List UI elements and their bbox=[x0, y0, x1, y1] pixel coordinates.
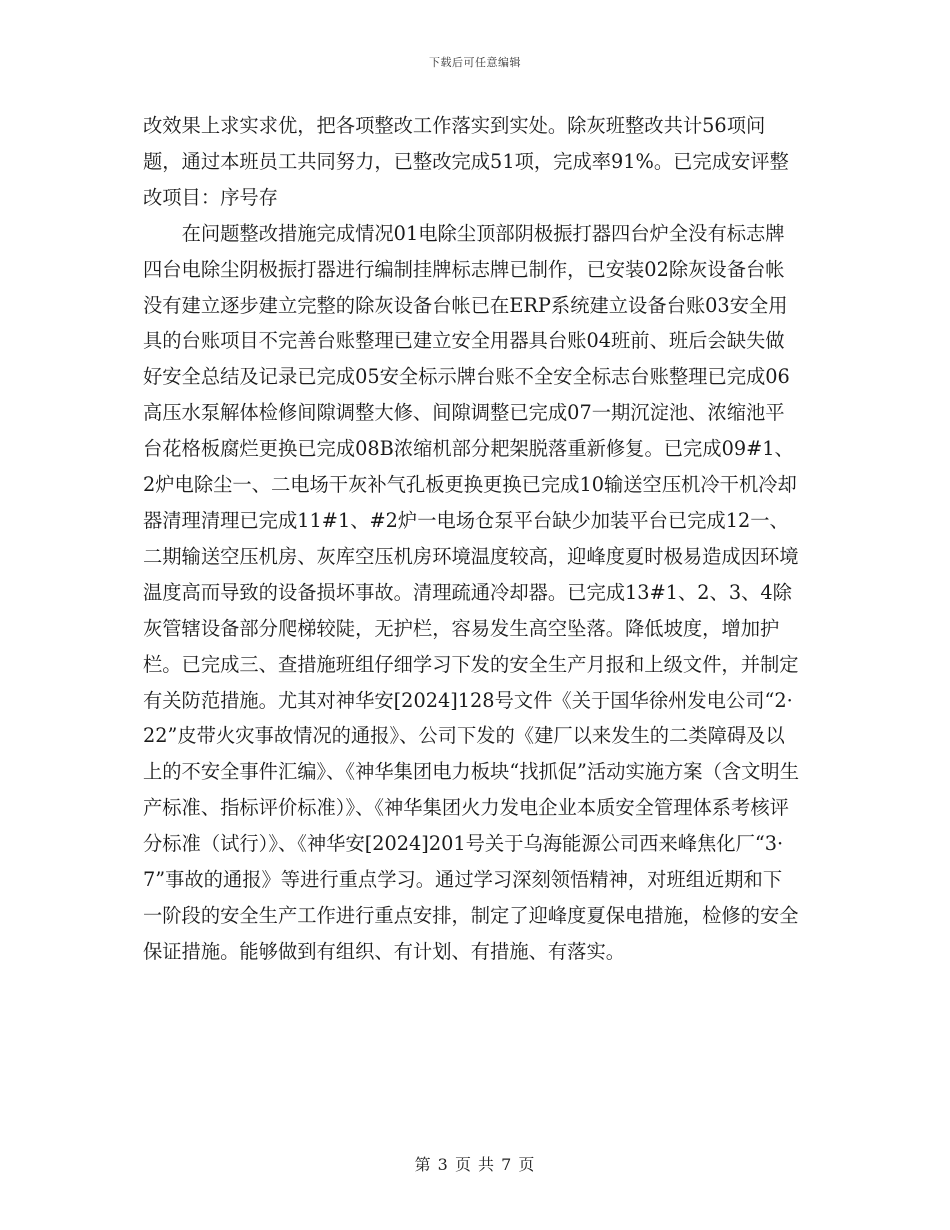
paragraph-1: 改效果上求实求优，把各项整改工作落实到实处。除灰班整改共计56项问题，通过本班员工共同努力，已整改完成51项，完成率91%。已完成安评整改项目：序号存 bbox=[143, 114, 789, 209]
header-note: 下载后可任意编辑 bbox=[429, 56, 521, 69]
page-number: 第 3 页 共 7 页 bbox=[414, 1155, 536, 1174]
paragraph-2: 在问题整改措施完成情况01电除尘顶部阴极振打器四台炉全没有标志牌四台电除尘阴极振打器进行编制挂牌标志牌已制作，已安装02除灰设备台帐没有建立逐步建立完整的除灰设备台帐已在ERP系统建立设备台账03安全用具的台账项目不完善台账整理已建立安全用器具台账04班前、班后会缺失做好安全总结及记录已完成05安全标示牌台账不全安全标志台账整理已完成06高压水泵解体检修间隙调整大修、间隙调整已完成07一期沉淀池、浓缩池平台花格板腐烂更换已完成08B浓缩机部分耙架脱落重新修复。已完成09#1、2炉电除尘一、二电场干灰补气孔板更换更换已完成10输送空压机冷干机冷却器清理清理已完成11#1、#2炉一电场仓泵平台缺少加装平台已完成12一、二期输送空压机房、灰库空压机房环境温度较高，迎峰度夏时极易造成因环境温度高而导致的设备损坏事故。清理疏通冷却器。已完成13#1、2、3、4除灰管辖设备部分爬梯较陡，无护栏，容易发生高空坠落。降低坡度，增加护栏。已完成三、查措施班组仔细学习下发的安全生产月报和上级文件，并制定有关防范措施。尤其对神华安[2024]128号文件《关于国华徐州发电公司“2·22”皮带火灾事故情况的通报》、公司下发的《建厂以来发生的二类障碍及以上的不安全事件汇编》、《神华集团电力板块“找抓促”活动实施方案（含文明生产标准、指标评价标准）》、《神华集团火力发电企业本质安全管理体系考核评分标准（试行）》、《神华安[2024]201号关于乌海能源公司西来峰焦化厂“3·7”事故的通报》等进行重点学习。通过学习深刻领悟精神，对班组近期和下一阶段的安全生产工作进行重点安排，制定了迎峰度夏保电措施，检修的安全保证措施。能够做到有组织、有计划、有措施、有落实。 bbox=[143, 221, 799, 963]
document-body bbox=[143, 108, 800, 970]
